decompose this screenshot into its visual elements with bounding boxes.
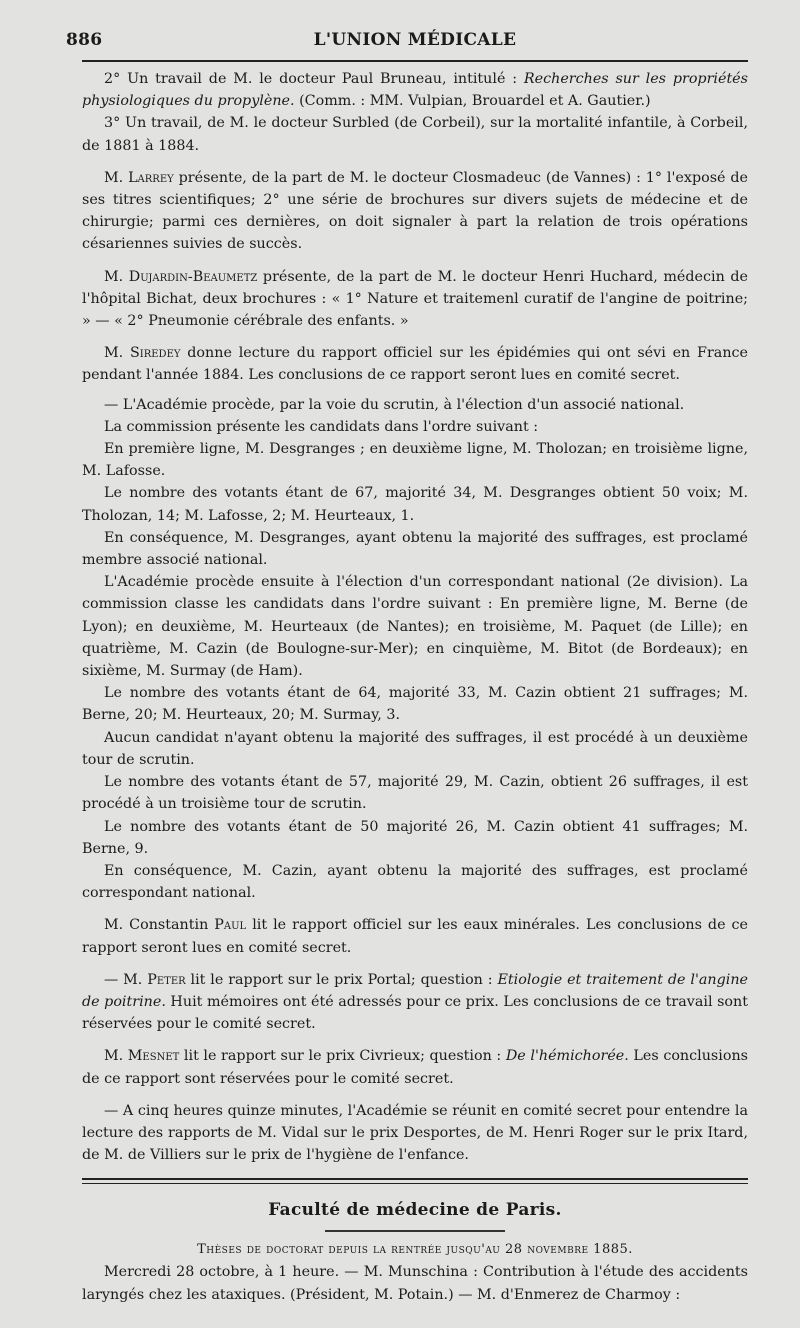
text-run: L'Académie procède ensuite à l'élection d'un correspondant national (2e division). La commission classe les candidats dans l'ordre suivant : En première ligne, M. Berne (de Lyon); en deuxième, M. Heurteaux (de Nantes); en troisième, M. Paquet (de Lille); en quatrième, M. Cazin (de Boulogne-sur-Mer); en cinquième, M. Bitot (de Bordeaux); en sixième, M. Surmay (de Ham). xyxy=(82,574,748,680)
paragraph-p15 xyxy=(82,816,748,860)
text-run: Les conclusions de ce rapport sont réservées pour le comité secret. xyxy=(82,1048,748,1087)
text-run: M. xyxy=(104,169,129,186)
italic-title: Recherches sur les propriétés physiologiques du propylène. xyxy=(82,71,748,110)
paragraph-p10 xyxy=(82,527,748,571)
paragraph-p6 xyxy=(82,394,748,416)
text-run: En première ligne, M. Desgranges ; en deuxième ligne, M. Tholozan; en troisième ligne, M. Lafosse. xyxy=(82,441,748,480)
text-run: — A cinq heures quinze minutes, l'Académie se réunit en comité secret pour entendre la lecture des rapports de M. Vidal sur le prix Desportes, de M. Henri Roger sur le prix Itard, de M. de Villiers sur le prix de l'hygiène de l'enfance. xyxy=(82,1102,748,1164)
paragraph-p17 xyxy=(82,914,748,958)
section-divider xyxy=(82,1178,748,1184)
header-rule xyxy=(82,60,748,62)
section-subtitle: Thèses de doctorat depuis la rentrée jusqu'au 28 novembre 1885. xyxy=(197,1242,633,1258)
text-run: M. xyxy=(104,1048,128,1065)
paragraph-p3 xyxy=(82,167,748,256)
text-run: présente, de la part de M. le docteur Closmadeuc (de Vannes) : 1° l'exposé de ses titres scientifiques; 2° une série de brochures sur divers sujets de médecine et de chirurgie; parmi ces dernières, on doit signaler à part la relation de trois opérations césariennes suivies de succès. xyxy=(82,169,748,253)
text-run: M. xyxy=(104,268,129,285)
text-run: lit le rapport sur le prix Civrieux; question : xyxy=(179,1048,506,1065)
text-run: Le nombre des votants étant de 50 majorité 26, M. Cazin obtient 41 suffrages; M. Berne, 9. xyxy=(82,818,748,857)
text-run: Huit mémoires ont été adressés pour ce prix. Les conclusions de ce travail sont réservées pour le comité secret. xyxy=(82,993,748,1033)
running-title: L'UNION MÉDICALE xyxy=(313,30,517,50)
speaker-name: Paul xyxy=(214,917,247,934)
speaker-name: Peter xyxy=(147,971,186,988)
text-run: lit le rapport officiel sur les eaux minérales. Les conclusions de ce rapport seront lues en comité secret. xyxy=(82,917,748,956)
article-body xyxy=(82,68,748,1166)
text-run: Le nombre des votants étant de 57, majorité 29, M. Cazin, obtient 26 suffrages, il est procédé à un troisième tour de scrutin. xyxy=(82,774,748,813)
text-run: Aucun candidat n'ayant obtenu la majorité des suffrages, il est procédé à un deuxième tour de scrutin. xyxy=(82,729,748,768)
section-body xyxy=(82,1261,748,1305)
text-run: — M. xyxy=(104,971,148,988)
page-number: 886 xyxy=(66,30,103,50)
text-run: M. xyxy=(104,345,130,362)
text-run: En conséquence, M. Desgranges, ayant obtenu la majorité des suffrages, est proclamé membre associé national. xyxy=(82,529,748,569)
text-run: donne lecture du rapport officiel sur les épidémies qui ont sévi en France pendant l'année 1884. Les conclusions de ce rapport seront lues en comité secret. xyxy=(82,345,748,384)
text-run: — L'Académie procède, par la voie du scrutin, à l'élection d'un associé national. xyxy=(104,396,685,413)
text-run: présente, de la part de M. le docteur Henri Huchard, médecin de l'hôpital Bichat, deux brochures : « 1° Nature et traitemenl curatif de l'angine de poitrine; » — « 2° Pneumonie cérébrale des enfants. » xyxy=(82,268,748,330)
italic-title: Etiologie et traitement de l'angine de poitrine. xyxy=(82,971,748,1010)
text-run: La commission présente les candidats dans l'ordre suivant : xyxy=(104,418,539,435)
text-run: 3° Un travail, de M. le docteur Surbled (de Corbeil), sur la mortalité infantile, à Corbeil, de 1881 à 1884. xyxy=(82,115,748,154)
speaker-name: Dujardin-Beaumetz xyxy=(128,268,258,285)
paragraph-p8 xyxy=(82,438,748,482)
section-title-rule xyxy=(325,1230,505,1232)
text-run: En conséquence, M. Cazin, ayant obtenu la majorité des suffrages, est proclamé correspondant national. xyxy=(82,862,748,902)
paragraph-p11 xyxy=(82,571,748,682)
speaker-name: Larrey xyxy=(128,169,174,186)
paragraph-p5 xyxy=(82,342,748,386)
speaker-name: Mesnet xyxy=(127,1048,180,1065)
paragraph-p20 xyxy=(82,1100,748,1167)
text-run: Le nombre des votants étant de 64, majorité 33, M. Cazin obtient 21 suffrages; M. Berne, 20; M. Heurteaux, 20; M. Surmay, 3. xyxy=(82,685,748,724)
paragraph-p14 xyxy=(82,771,748,815)
paragraph-p2 xyxy=(82,112,748,156)
text-run: 2° Un travail de M. le docteur Paul Bruneau, intitulé : xyxy=(104,71,524,87)
section-title: Faculté de médecine de Paris. xyxy=(268,1200,562,1221)
text-run: (Comm. : MM. Vulpian, Brouardel et A. Gautier.) xyxy=(294,93,651,110)
paragraph-p9 xyxy=(82,482,748,526)
text-run: Le nombre des votants étant de 67, majorité 34, M. Desgranges obtient 50 voix; M. Tholozan, 14; M. Lafosse, 2; M. Heurteaux, 1. xyxy=(82,485,748,524)
paragraph-p7 xyxy=(82,416,748,438)
italic-title: De l'hémichorée. xyxy=(505,1048,629,1065)
text-run: M. Constantin xyxy=(104,917,215,934)
paragraph-p1 xyxy=(82,68,748,112)
paragraph-p13 xyxy=(82,727,748,771)
page-header xyxy=(66,28,748,54)
thesis-entry: Mercredi 28 octobre, à 1 heure. — M. Munschina : Contribution à l'étude des accidents laryngés chez les ataxiques. (Président, M. Potain.) — M. d'Enmerez de Charmoy : xyxy=(82,1264,748,1303)
paragraph-p19 xyxy=(82,1045,748,1089)
paragraph-p4 xyxy=(82,266,748,333)
paragraph-p18 xyxy=(82,969,748,1036)
paragraph-p16 xyxy=(82,860,748,904)
paragraph-p12 xyxy=(82,682,748,726)
text-run: lit le rapport sur le prix Portal; question : xyxy=(185,971,498,988)
speaker-name: Siredey xyxy=(129,345,181,362)
